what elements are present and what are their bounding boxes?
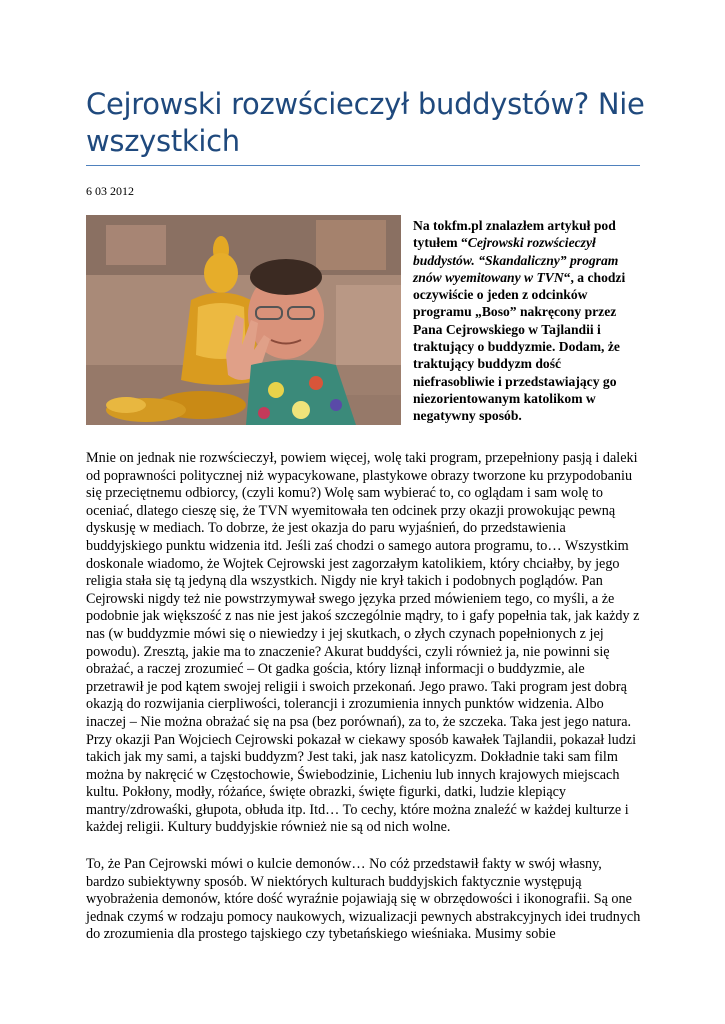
article-photo	[86, 215, 401, 425]
title-divider	[86, 165, 640, 166]
body-paragraph: To, że Pan Cejrowski mówi o kulcie demonów… No cóż przedstawił fakty w swój własny, bardzo subiektywny sposób. W niektórych kulturach buddyjskich faktycznie występują wyobrażenia demonów, które dość wyraźnie pojawiają się w obrzędowości i ikonografii. Są one jednak czymś w rodzaju pomocy naukowych, wizualizacji pewnych abstrakcyjnych idei trudnych do zrozumienia dla prostego tajskiego czy tybetańskiego wieśniaka. Musimy sobie	[86, 856, 641, 943]
article-intro	[413, 217, 645, 425]
intro-quoted-title: Cejrowski rozwścieczył buddystów. “Skandaliczny” program znów wyemitowany w TVN	[413, 235, 619, 285]
photo-buddha-statue-man-icon	[86, 215, 401, 425]
article-title: Cejrowski rozwścieczył buddystów? Nie wszystkich	[86, 87, 645, 158]
body-paragraph: Mnie on jednak nie rozwścieczył, powiem więcej, wolę taki program, przepełniony pasją i daleki od poprawności politycznej niż wypacykowane, plastykowe obrazy tworzone ku przypodobaniu się przeciętnemu odbiorcy, (czyli komu?) Wolę sam wybierać to, co oglądam i sam wolę to oceniać, dlatego cieszę się, że TVN wyemitowała ten odcinek przy okazji prowokując pewną dyskusję w mediach. To dobrze, że jest okazja do paru wyjaśnień, do przedstawienia buddyjskiego punktu widzenia itd. Jeśli zaś chodzi o samego autora programu, to… Wszystkim doskonale wiadomo, że Wojtek Cejrowski jest zagorzałym katolikiem, który chciałby, by jego religia stała się tą jedyną dla wszystkich. Nigdy nie krył takich i podobnych poglądów. Pan Cejrowski nigdy też nie powstrzymywał swego języka przed mówieniem tego, co myśli, a że podobnie jak większość z nas nie jest jakoś szczególnie mądry, to i gafy popełnia tak, jak każdy z nas (w buddyzmie mówi się o niewiedzy i jej skutkach, o złych czynach popełnionych z jej powodu). Zresztą, jakie ma to znaczenie? Akurat buddyści, czyli również ja, nie powinni się obrażać, a raczej zrozumieć – Ot gadka gościa, który liznął informacji o buddyzmie, ale przetrawił je pod kątem swojej religii i swoich przekonań. Jego prawo. Taki program jest dobrą okazją do rozwijania cierpliwości, tolerancji i zrozumienia innych punktów widzenia. Albo inaczej – Nie można obrażać się na psa (bez porównań), za to, że szczeka. Taka jest jego natura. Przy okazji Pan Wojciech Cejrowski pokazał w ciekawy sposób kawałek Tajlandii, pokazał ludzi takich jak my sami, a tajski buddyzm? Jest taki, jak nasz katolicyzm. Dokładnie taki sam film można by nakręcić w Częstochowie, Świebodzinie, Licheniu lub innych krajowych miejscach kultu. Pokłony, modły, różańce, święte obrazki, święte figurki, datki, ludzie klepiący mantry/zdrowaśki, głupota, obłuda itp. Itd… To cechy, które można znaleźć w każdej kulturze i każdej religii. Kultury buddyjskie również nie są od nich wolne.	[86, 450, 640, 836]
article-date: 6 03 2012	[86, 184, 134, 198]
intro-text-end: “, a chodzi oczywiście o jeden z odcinków programu „Boso” nakręcony przez Pana Cejrowskiego w Tajlandii i traktujący o buddyzmie. Dodam, że traktujący buddyzm dość niefrasobliwie i przedstawiający go niezorientowanym katolikom w negatywny sposób.	[413, 269, 626, 424]
intro-text-start: Na tokfm.pl znalazłem artykuł pod tytułem “	[413, 218, 616, 251]
